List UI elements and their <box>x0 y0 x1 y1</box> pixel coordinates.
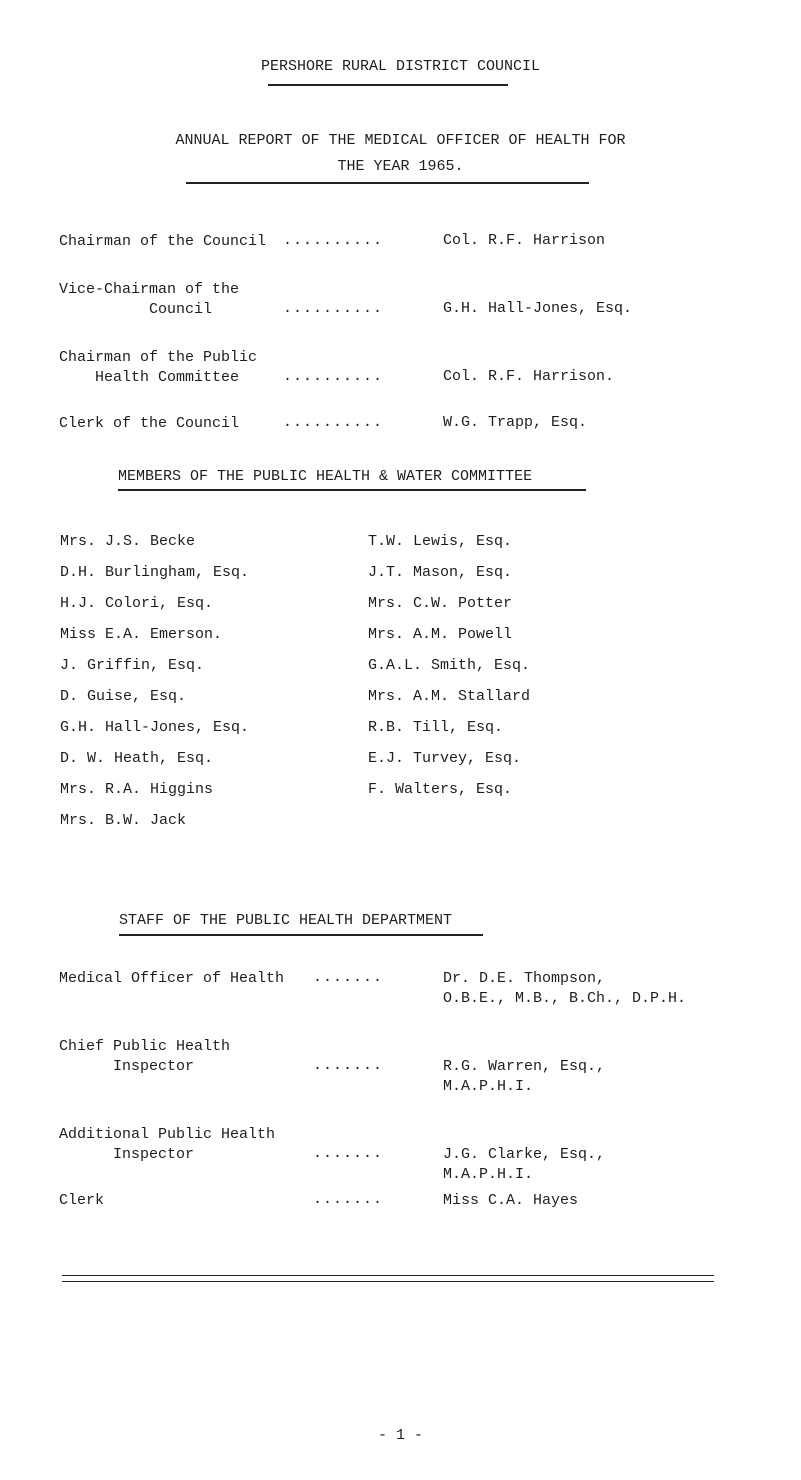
member-name: J.T. Mason, Esq. <box>368 564 513 581</box>
member-name: Mrs. A.M. Powell <box>368 626 513 643</box>
staff-role: Chief Public Health Inspector <box>59 1038 231 1075</box>
staff-name: Dr. D.E. Thompson, O.B.E., M.B., B.Ch., D.P.H. <box>443 970 687 1007</box>
officer-label: Chairman of the Public Health Committee <box>59 349 258 386</box>
leader-dots: ....... <box>313 1191 384 1208</box>
member-name: D. W. Heath, Esq. <box>60 750 214 767</box>
leader-dots: .......... <box>283 368 384 385</box>
officer-label: Clerk of the Council <box>59 415 240 432</box>
member-name: T.W. Lewis, Esq. <box>368 533 513 550</box>
staff-name: J.G. Clarke, Esq., M.A.P.H.I. <box>443 1146 606 1183</box>
members-underline <box>118 489 586 491</box>
member-name: Mrs. R.A. Higgins <box>60 781 214 798</box>
member-name: G.H. Hall-Jones, Esq. <box>60 719 250 736</box>
member-name: Mrs. C.W. Potter <box>368 595 513 612</box>
leader-dots: .......... <box>283 414 384 431</box>
staff-heading: STAFF OF THE PUBLIC HEALTH DEPARTMENT <box>119 912 453 929</box>
member-name: E.J. Turvey, Esq. <box>368 750 522 767</box>
leader-dots: ....... <box>313 1057 384 1074</box>
staff-underline <box>119 934 483 936</box>
member-name: D.H. Burlingham, Esq. <box>60 564 250 581</box>
member-name: F. Walters, Esq. <box>368 781 513 798</box>
officer-name: G.H. Hall-Jones, Esq. <box>443 300 633 317</box>
officer-label: Chairman of the Council <box>59 233 267 250</box>
closing-rule <box>62 1275 714 1276</box>
council-name: PERSHORE RURAL DISTRICT COUNCIL <box>260 58 541 75</box>
page-number: - 1 - <box>377 1427 423 1444</box>
staff-role: Clerk <box>59 1192 105 1209</box>
member-name: Mrs. J.S. Becke <box>60 533 196 550</box>
member-name: H.J. Colori, Esq. <box>60 595 214 612</box>
member-name: R.B. Till, Esq. <box>368 719 504 736</box>
member-name: Miss E.A. Emerson. <box>60 626 223 643</box>
staff-name: R.G. Warren, Esq., M.A.P.H.I. <box>443 1058 606 1095</box>
officer-name: Col. R.F. Harrison <box>443 232 606 249</box>
council-underline <box>268 84 508 86</box>
title-underline <box>186 182 589 184</box>
leader-dots: .......... <box>283 232 384 249</box>
staff-role: Medical Officer of Health <box>59 970 285 987</box>
members-heading: MEMBERS OF THE PUBLIC HEALTH & WATER COMMITTEE <box>118 468 533 485</box>
leader-dots: .......... <box>283 300 384 317</box>
member-name: G.A.L. Smith, Esq. <box>368 657 531 674</box>
officer-label: Vice-Chairman of the Council <box>59 281 240 318</box>
member-name: J. Griffin, Esq. <box>60 657 205 674</box>
member-name: D. Guise, Esq. <box>60 688 187 705</box>
report-title-line2: THE YEAR 1965. <box>337 158 464 175</box>
leader-dots: ....... <box>313 969 384 986</box>
members-column-right <box>368 532 530 811</box>
members-column-left <box>60 532 249 842</box>
report-title-line1: ANNUAL REPORT OF THE MEDICAL OFFICER OF HEALTH FOR <box>175 132 626 149</box>
closing-rule-double <box>62 1281 714 1282</box>
staff-name: Miss C.A. Hayes <box>443 1192 579 1209</box>
leader-dots: ....... <box>313 1145 384 1162</box>
staff-role: Additional Public Health Inspector <box>59 1126 276 1163</box>
members-list <box>0 532 801 852</box>
officer-name: Col. R.F. Harrison. <box>443 368 615 385</box>
officer-name: W.G. Trapp, Esq. <box>443 414 588 431</box>
member-name: Mrs. B.W. Jack <box>60 812 187 829</box>
member-name: Mrs. A.M. Stallard <box>368 688 531 705</box>
